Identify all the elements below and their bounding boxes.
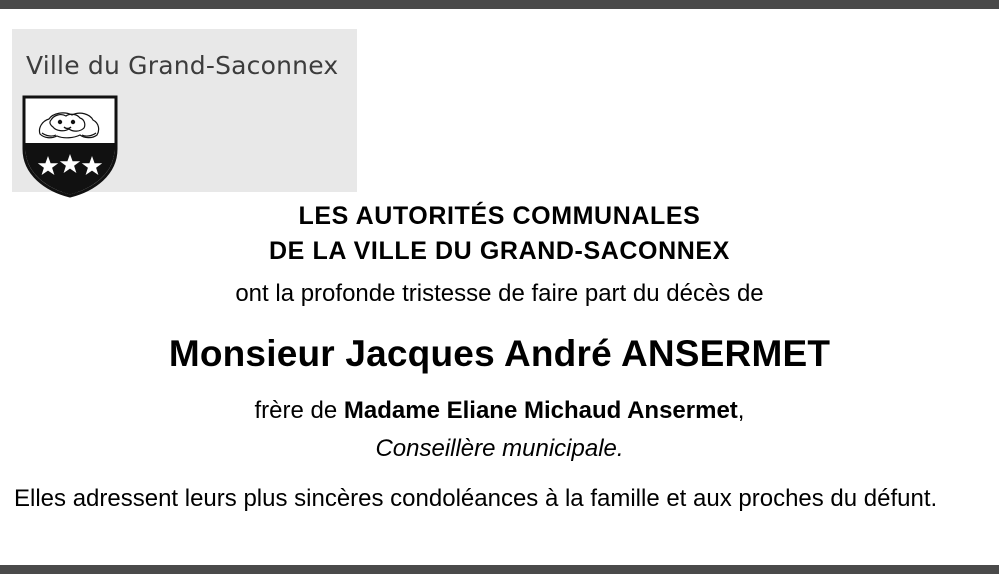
authority-line-2: DE LA VILLE DU GRAND-SACONNEX — [269, 237, 730, 265]
municipality-name: Ville du Grand-Saconnex — [26, 51, 339, 80]
relation-line — [0, 397, 999, 425]
closing-message: Elles adressent leurs plus sincères condoléances à la famille et aux proches du défunt. — [14, 485, 938, 512]
authority-line-1: LES AUTORITÉS COMMUNALES — [298, 202, 701, 230]
deceased-name: Monsieur Jacques André ANSERMET — [168, 333, 831, 374]
relation-suffix: , — [737, 397, 745, 424]
coat-of-arms-icon — [20, 94, 120, 199]
relation-person: Madame Eliane Michaud Ansermet — [343, 397, 738, 424]
relation-role: Conseillère municipale. — [375, 435, 624, 462]
relation-prefix: frère de — [254, 397, 344, 424]
announcement-text: ont la profonde tristesse de faire part du décès de — [235, 280, 764, 307]
municipality-logo-block — [12, 29, 357, 192]
